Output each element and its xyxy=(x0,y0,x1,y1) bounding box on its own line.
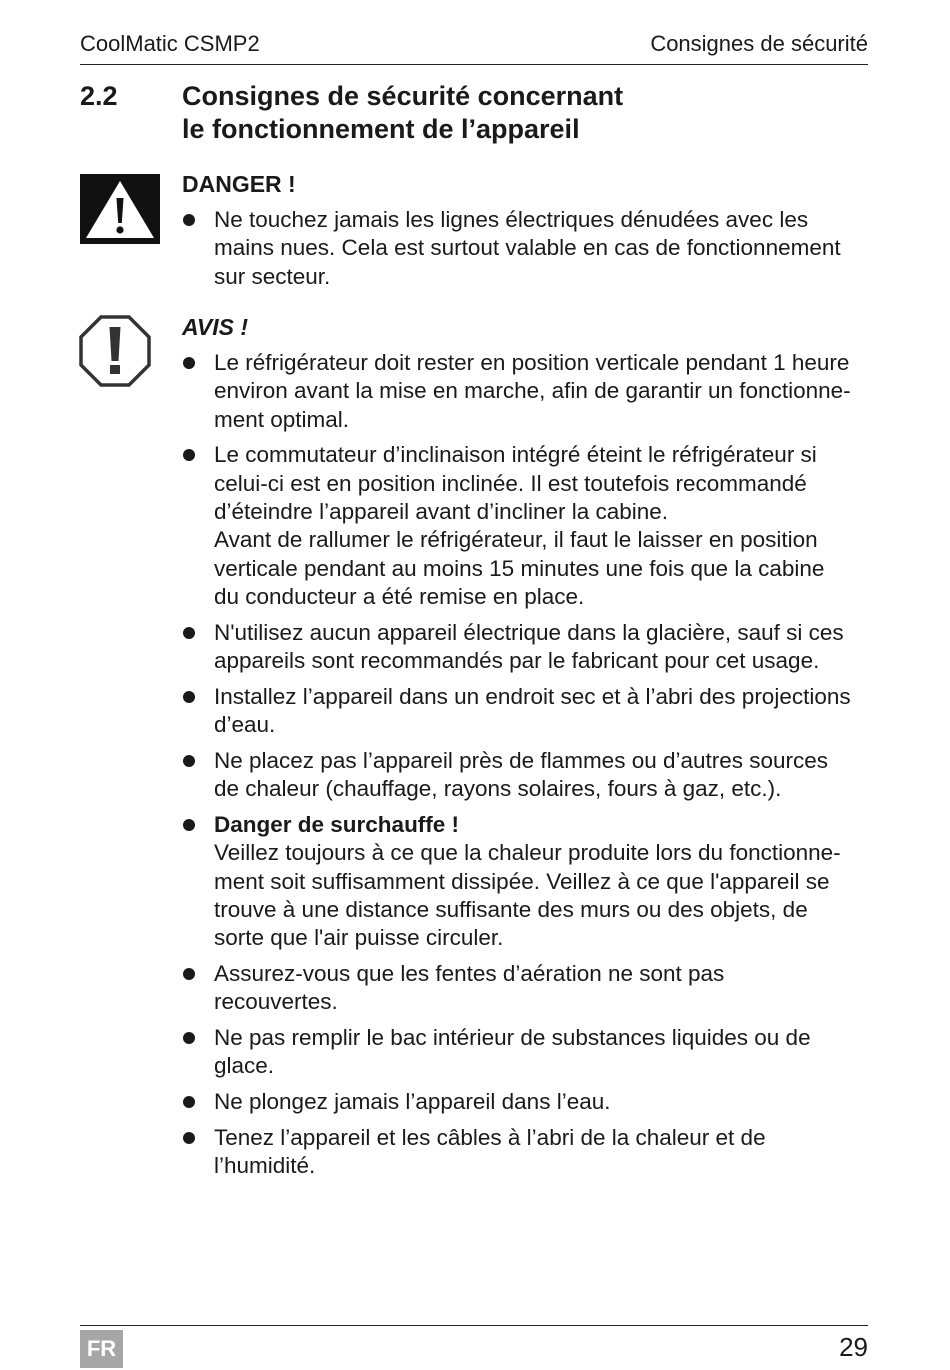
list-item xyxy=(182,1124,872,1181)
running-header xyxy=(80,30,868,65)
section-number: 2.2 xyxy=(80,81,118,111)
section-title-line: Consignes de sécurité concernant xyxy=(182,81,624,111)
list-item xyxy=(182,349,872,434)
text-line: Assurez-vous que les fentes d’aération ne sont pas xyxy=(214,960,725,986)
list-item xyxy=(182,1024,872,1081)
bullet-icon xyxy=(183,214,195,226)
running-footer xyxy=(80,1325,868,1366)
bullet-icon xyxy=(183,755,195,767)
danger-list xyxy=(182,206,872,291)
text-line: ment soit suffisamment dissipée. Veillez à ce que l'appareil se xyxy=(214,868,830,894)
text-line: recouvertes. xyxy=(214,989,338,1015)
overheating-heading: Danger de surchauffe ! xyxy=(214,811,460,837)
list-item xyxy=(182,747,872,804)
list-item xyxy=(182,206,872,291)
bullet-icon xyxy=(183,968,195,980)
danger-label: DANGER ! xyxy=(182,171,296,197)
text-line: trouve à une distance suffisante des murs ou des objets, de xyxy=(214,896,808,922)
notice-octagon-icon xyxy=(79,315,151,387)
section-title xyxy=(182,80,862,146)
text-line: de chaleur (chauffage, rayons solaires, fours à gaz, etc.). xyxy=(214,776,782,802)
text-line: Veillez toujours à ce que la chaleur produite lors du fonctionne- xyxy=(214,840,841,866)
text-line: appareils sont recommandés par le fabricant pour cet usage. xyxy=(214,647,820,673)
text-line: mains nues. Cela est surtout valable en cas de fonctionnement xyxy=(214,235,841,261)
text-line: du conducteur a été remise en place. xyxy=(214,583,585,609)
bullet-icon xyxy=(183,449,195,461)
warning-triangle-icon xyxy=(80,174,160,244)
text-line: environ avant la mise en marche, afin de garantir un fonctionne- xyxy=(214,378,851,404)
bullet-icon xyxy=(183,819,195,831)
list-item xyxy=(182,683,872,740)
text-line: l’humidité. xyxy=(214,1153,316,1179)
list-item xyxy=(182,960,872,1017)
list-item xyxy=(182,441,872,611)
text-line: Ne touchez jamais les lignes électriques dénudées avec les xyxy=(214,207,809,232)
bullet-icon xyxy=(183,1132,195,1144)
text-line: sur secteur. xyxy=(214,263,331,289)
bullet-icon xyxy=(183,357,195,369)
bullet-icon xyxy=(183,1032,195,1044)
text-line: Le réfrigérateur doit rester en position verticale pendant 1 heure xyxy=(214,350,850,375)
page-number: 29 xyxy=(839,1332,868,1362)
list-item xyxy=(182,1088,872,1116)
text-line: Tenez l’appareil et les câbles à l’abri de la chaleur et de xyxy=(214,1124,766,1150)
text-line: d’eau. xyxy=(214,712,276,738)
text-line: Ne pas remplir le bac intérieur de substances liquides ou de xyxy=(214,1025,811,1051)
text-line: ment optimal. xyxy=(214,406,350,432)
product-name: CoolMatic CSMP2 xyxy=(80,31,260,56)
section-title-line: le fonctionnement de l’appareil xyxy=(182,114,580,144)
chapter-title: Consignes de sécurité xyxy=(650,31,868,56)
notice-label: AVIS ! xyxy=(182,314,249,340)
bullet-icon xyxy=(183,627,195,639)
text-line: sorte que l'air puisse circuler. xyxy=(214,925,504,951)
bullet-icon xyxy=(183,1096,195,1108)
language-badge: FR xyxy=(80,1330,123,1368)
text-line: Ne plongez jamais l’appareil dans l’eau. xyxy=(214,1089,611,1115)
text-line: celui-ci est en position inclinée. Il est toutefois recommandé xyxy=(214,470,807,496)
notice-list xyxy=(182,349,872,1181)
list-item xyxy=(182,619,872,676)
text-line: d’éteindre l’appareil avant d’incliner la cabine. xyxy=(214,498,669,524)
text-line: Installez l’appareil dans un endroit sec et à l’abri des projections xyxy=(214,683,851,709)
text-line: Le commutateur d’inclinaison intégré éteint le réfrigérateur si xyxy=(214,442,817,468)
notice-block xyxy=(182,313,872,1188)
text-line: N'utilisez aucun appareil électrique dans la glacière, sauf si ces xyxy=(214,619,844,645)
danger-block xyxy=(182,170,872,298)
list-item xyxy=(182,811,872,952)
text-line: Avant de rallumer le réfrigérateur, il faut le laisser en position xyxy=(214,527,818,553)
text-line: glace. xyxy=(214,1053,275,1079)
text-line: Ne placez pas l’appareil près de flammes ou d’autres sources xyxy=(214,747,829,773)
bullet-icon xyxy=(183,691,195,703)
text-line: verticale pendant au moins 15 minutes une fois que la cabine xyxy=(214,555,825,581)
